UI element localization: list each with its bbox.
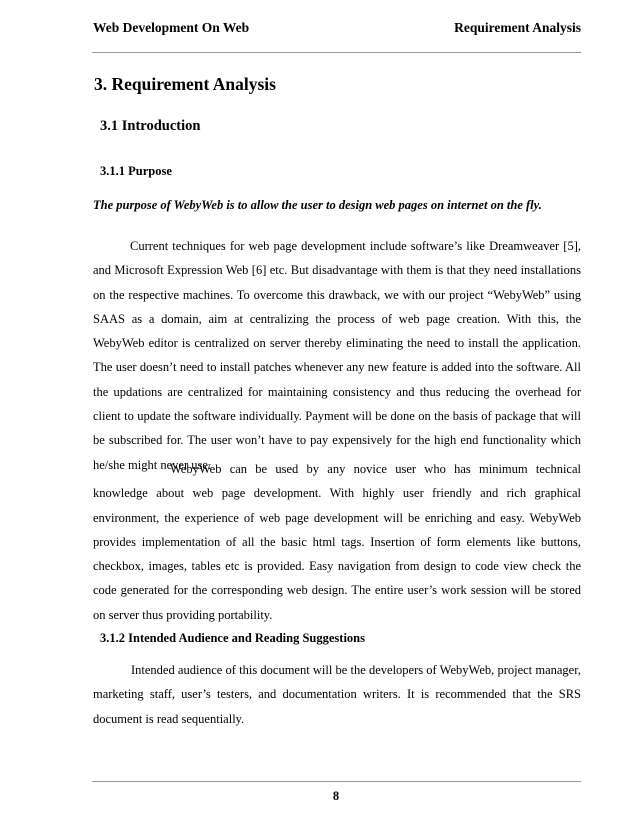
header-rule (92, 52, 581, 53)
subsection-heading: 3.1 Introduction (100, 118, 201, 134)
purpose-heading: 3.1.1 Purpose (100, 164, 172, 178)
header-title: Web Development On Web (93, 20, 250, 35)
body-paragraph-3: Intended audience of this document will be the developers of WebyWeb, project manager, marketing staff, user’s testers, and documentation writers. It is recommended that the SRS document is read sequentially. (93, 663, 581, 726)
body-paragraph-2: WebyWeb can be used by any novice user who has minimum technical knowledge about web page development. With highly user friendly and rich graphical environment, the experience of web page development will be enriching and easy. WebyWeb provides implementation of all the basic html tags. Insertion of form elements like buttons, checkbox, images, tables etc is provided. Easy navigation from design to code view check the code generated for the corresponding web design. The entire user’s work session will be stored on server thus providing portability. (93, 462, 581, 622)
body-paragraph-1: Current techniques for web page development include software’s like Dreamweaver [5], and Microsoft Expression Web [6] etc. But disadvantage with them is that they need installations on the respective machines. To overcome this drawback, we with our project “WebyWeb” using SAAS as a domain, aim at centralizing the process of web page creation. With this, the WebyWeb editor is centralized on server thereby eliminating the need to install the application. The user doesn’t need to install patches whenever any new feature is added into the software. All the updations are centralized for maintaining consistency and thus reducing the overhead for client to update the software individually. Payment will be done on the basis of package that will be subscribed for. The user won’t have to pay expensively for the high end functionality which he/she might never use. (93, 239, 581, 472)
page-number: 8 (332, 789, 340, 803)
audience-heading: 3.1.2 Intended Audience and Reading Suggestions (100, 631, 365, 645)
purpose-statement: The purpose of WebyWeb is to allow the user to design web pages on internet on the fly. (93, 198, 542, 212)
footer-rule (92, 781, 581, 782)
chapter-heading: 3. Requirement Analysis (94, 74, 276, 94)
header-section: Requirement Analysis (454, 20, 581, 35)
